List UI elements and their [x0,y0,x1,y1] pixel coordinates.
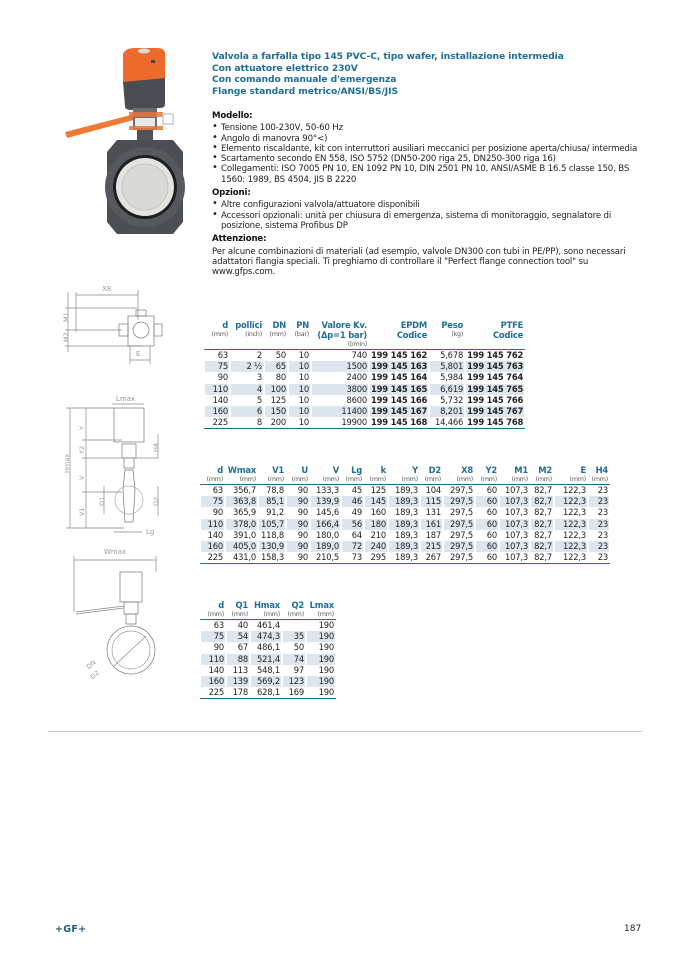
col-header: H4 (mm) [588,465,610,485]
table-cell: 82,7 [534,507,552,518]
table-cell: 225 [200,687,226,699]
valve-product-photo [65,42,205,262]
table-cell: 3 [256,372,262,383]
col-header: d (mm) [200,465,225,485]
table-row [204,395,525,406]
table-cell: 363,8 [225,496,258,507]
col-header: Y (mm) [388,465,420,485]
table-cell: 297,5 [443,496,475,507]
table-cell: 14,466 [429,417,465,429]
table-cell: 10 [298,372,309,383]
col-header: V (mm) [310,465,341,485]
table-cell: 160 [200,676,226,687]
table-cell: 11400 [311,406,369,417]
table-cell: 405,0 [225,541,258,552]
table-cell: 46 [341,496,364,507]
table-cell: 23 [588,552,610,564]
table-cell: 97 [293,664,304,675]
title-line: Con comando manuale d'emergenza [212,74,397,86]
table-cell: 125 [270,394,286,405]
col-header: d (mm) [200,600,226,620]
table-cell: 160 [200,541,225,552]
table-cell: 23 [597,507,608,518]
table-cell: 199 145 166 [371,394,428,405]
table-cell: 6 [230,406,264,417]
svg-text:V1: V1 [78,507,86,516]
table-cell: 199 145 767 [467,406,524,417]
col-header: M2 (mm) [530,465,554,485]
col-header: EPDM Codice [369,320,429,350]
options-heading: Opzioni: [212,188,251,199]
table-cell: 82,7 [534,529,552,540]
dimensions-table [200,465,610,564]
col-header: d (mm) [204,320,230,350]
table-cell: 115 [420,496,443,507]
col-header: Q2 (mm) [282,600,306,620]
description [212,111,642,277]
table-cell: 35 [282,631,306,642]
table-cell: 90 [212,507,223,518]
table-cell: 140 [207,529,223,540]
table-cell: 75 [204,361,230,372]
table-cell: 107,3 [499,496,530,507]
table-cell: 5,732 [440,394,464,405]
table-cell: 199 145 167 [371,406,428,417]
table-cell: 90 [297,485,308,495]
table-cell: 521,4 [250,654,282,665]
table-cell: 82,7 [530,541,554,552]
table-row [200,620,336,632]
table-cell: 56 [341,519,364,530]
table-cell: 187 [425,529,441,540]
svg-text:V: V [78,475,86,480]
table-cell: 8600 [346,394,367,405]
table-cell: 200 [264,417,288,429]
table-cell: 90 [297,529,308,540]
svg-text:Lg: Lg [146,528,155,536]
table-cell: 145,6 [316,507,339,518]
table-cell: 122,3 [563,529,586,540]
table-cell: 60 [486,529,497,540]
table-cell: 10 [288,361,311,372]
svg-text:D2: D2 [88,668,101,680]
table-cell: 199 145 762 [467,350,524,360]
table-cell: 105,7 [258,519,286,530]
col-header: Valore Kv. (Δp=1 bar) (l/min) [311,320,369,350]
table-cell: 297,5 [450,485,473,495]
table-cell: 63 [213,620,224,630]
table-cell: 23 [588,496,610,507]
title-line: Valvola a farfalla tipo 145 PVC-C, tipo wafer, installazione intermedia [212,51,564,62]
col-header: E (mm) [554,465,588,485]
table-cell: 23 [588,541,610,552]
list-item: • Tensione 100-230V, 50-60 Hz [212,123,642,133]
table-cell: 107,3 [505,529,528,540]
table-cell: 178 [226,687,250,699]
table-cell: 569,2 [250,676,282,687]
table-row [204,350,525,362]
table-cell: 113 [232,664,248,675]
title-line: Flange standard metrico/ANSI/BS/JIS [212,85,398,97]
table-cell: 91,2 [266,507,284,518]
table-cell: 64 [351,529,362,540]
table-cell: 189,3 [395,485,418,495]
table-cell: 60 [475,519,499,530]
order-code-table [204,320,525,429]
title-line: Con attuatore elettrico 230V [212,62,358,74]
table-cell: 8 [230,417,264,429]
table-row [204,384,525,395]
table-cell: 297,5 [443,541,475,552]
table-cell: 23 [597,485,608,495]
table-cell: 189,3 [395,529,418,540]
col-header: M1 (mm) [499,465,530,485]
table-row [200,552,610,564]
product-title [212,51,642,97]
table-cell: 365,9 [233,507,256,518]
table-cell: 190 [318,664,334,675]
table-cell: 60 [475,552,499,564]
col-header: D2 (mm) [420,465,443,485]
table-row [200,496,610,507]
table-cell: 180 [364,519,388,530]
table-cell: 5 [256,394,262,405]
table-cell: 75 [200,631,226,642]
table-cell: 23 [597,529,608,540]
table-cell: 118,8 [261,529,284,540]
table-cell: 160 [204,406,230,417]
table-cell: 131 [425,507,441,518]
table-cell: 2400 [346,372,367,383]
table-cell: 45 [351,485,362,495]
table-cell: 107,3 [505,485,528,495]
svg-text:H4: H4 [152,442,160,452]
table-cell: 740 [351,350,367,360]
table-cell: 10 [298,350,309,360]
svg-text:E: E [136,350,141,358]
table-cell: 190 [306,676,336,687]
table-row [204,361,525,372]
col-header: Lg (mm) [341,465,364,485]
table-cell: 82,7 [534,485,552,495]
table-cell: 391,0 [233,529,256,540]
table-cell: 63 [217,350,228,360]
table-cell: 161 [420,519,443,530]
table-cell: 72 [341,541,364,552]
table-cell: 8,201 [429,406,465,417]
table-cell [282,620,306,632]
table-cell: 110 [200,519,225,530]
col-header: U (mm) [286,465,310,485]
table-cell: 78,8 [266,485,284,495]
table-cell: 122,3 [554,519,588,530]
table-cell: 107,3 [505,507,528,518]
svg-text:M2: M2 [62,332,70,342]
table-cell: 1500 [311,361,369,372]
options-list [212,200,642,231]
table-cell: 19900 [311,417,369,429]
svg-text:X8: X8 [102,285,112,293]
table-cell: 210,5 [310,552,341,564]
table-cell: 190 [306,687,336,699]
table-cell: 80 [275,372,286,383]
footer-divider [48,731,642,732]
table-cell: 189,3 [388,552,420,564]
table-cell: 10 [288,417,311,429]
svg-text:Y2: Y2 [78,445,86,454]
table-cell: 378,0 [225,519,258,530]
table-cell: 110 [204,384,230,395]
list-item: • Collegamenti: ISO 7005 PN 10, EN 1092 PN 10, DIN 2501 PN 10, ANSI/ASME B 16.5 classe 150, BS 1560: 1989, BS 4504, JIS B 2220 [212,164,642,185]
table-cell: 267 [420,552,443,564]
list-item: • Elemento riscaldante, kit con interruttori ausiliari meccanici per posizione aperta/chiusa/ intermedia [212,144,642,154]
table-cell: 486,1 [257,642,280,653]
table-row [200,507,610,518]
table-cell: 199 145 765 [467,383,524,394]
table-cell: 189,3 [388,496,420,507]
table-cell: 123 [282,676,306,687]
col-header: DN (mm) [264,320,288,350]
table-cell: 107,3 [499,552,530,564]
table-cell: 125 [370,485,386,495]
table-cell: 2 [256,350,262,360]
table-cell: 10 [288,384,311,395]
table-cell: 297,5 [443,519,475,530]
front-view-drawing [62,542,172,680]
table-cell: 189,3 [388,519,420,530]
table-cell: 90 [213,642,224,653]
table-cell: 104 [425,485,441,495]
table-cell: 140 [208,664,224,675]
table-cell: 225 [200,552,225,564]
svg-text:Wmax: Wmax [104,548,127,556]
table-cell: 90 [217,372,228,383]
list-item: • Accessori opzionali: unità per chiusura di emergenza, sistema di monitoraggio, segnalatore di posizione, sistema Profibus DP [212,211,642,232]
table-row [204,417,525,429]
table-cell: 122,3 [563,507,586,518]
list-item: • Altre configurazioni valvola/attuatore disponibili [212,200,642,210]
table-cell: 23 [588,519,610,530]
col-header: Lmax (mm) [306,600,336,620]
table-cell: 82,7 [530,552,554,564]
table-cell: 199 145 163 [371,361,428,372]
table-cell: 190 [306,631,336,642]
svg-text:Hmax: Hmax [63,453,71,473]
table-cell: 60 [486,507,497,518]
col-header: Q1 (mm) [226,600,250,620]
table-cell: 189,0 [310,541,341,552]
table-row [204,372,525,383]
table-row [200,530,610,541]
table-cell: 6,619 [429,384,465,395]
svg-text:M1: M1 [62,312,70,322]
table-cell: 199 145 165 [371,383,428,394]
table-cell: 3800 [311,384,369,395]
list-item: • Angolo di manovra 90°<) [212,134,642,144]
table-cell: 461,4 [257,620,280,630]
table-cell: 122,3 [563,485,586,495]
table-cell: 63 [212,485,223,495]
col-header: Hmax (mm) [250,600,282,620]
table-cell: 215 [420,541,443,552]
table-cell: 60 [475,496,499,507]
table-cell: 158,3 [258,552,286,564]
table-cell: 2 ½ [230,361,264,372]
table-cell: 199 145 168 [371,417,428,428]
table-cell: 67 [237,642,248,653]
list-item: • Scartamento secondo EN 558, ISO 5752 (DN50-200 riga 25, DN250-300 riga 16) [212,154,642,164]
table-cell: 10 [288,406,311,417]
table-cell: 54 [226,631,250,642]
table-cell: 189,3 [395,507,418,518]
top-view-drawing [62,280,172,375]
table-cell: 628,1 [250,687,282,699]
table-cell: 100 [264,384,288,395]
table-cell: 122,3 [554,541,588,552]
page-number: 187 [624,924,642,934]
table-cell: 297,5 [443,552,475,564]
col-header: PN (bar) [288,320,311,350]
table-cell: 190 [306,654,336,665]
table-cell: 75 [200,496,225,507]
table-cell: 5,984 [440,372,464,383]
table-cell: 110 [200,654,226,665]
svg-text:Q2: Q2 [152,496,160,506]
table-cell: 90 [286,519,310,530]
table-row [200,676,336,687]
table-cell: 190 [318,620,334,630]
table-cell: 431,0 [225,552,258,564]
table-cell: 140 [212,394,228,405]
table-cell: 166,4 [310,519,341,530]
table-cell: 139,9 [310,496,341,507]
col-header: k (mm) [364,465,388,485]
table-cell: 210 [370,529,386,540]
table-cell: 297,5 [450,529,473,540]
table-cell: 199 145 768 [467,417,524,428]
table-row [204,406,525,417]
table-cell: 169 [282,687,306,699]
table-row [200,665,336,676]
col-header: Peso (kg) [429,320,465,350]
svg-text:DN: DN [84,658,98,671]
table-cell: 548,1 [257,664,280,675]
table-cell: 297,5 [450,507,473,518]
table-cell: 74 [282,654,306,665]
table-cell: 199 145 766 [467,394,524,405]
table-row [200,642,336,653]
table-cell: 356,7 [233,485,256,495]
table-cell: 133,3 [316,485,339,495]
table-cell: 122,3 [554,552,588,564]
table-cell: 180,0 [316,529,339,540]
table-cell: 130,9 [258,541,286,552]
table-cell: 474,3 [250,631,282,642]
table-cell: 5,801 [429,361,465,372]
table-cell: 139 [226,676,250,687]
table-cell: 107,3 [499,541,530,552]
col-header: Y2 (mm) [475,465,499,485]
table-cell: 107,3 [499,519,530,530]
table-cell: 199 145 162 [371,350,428,360]
table-cell: 150 [264,406,288,417]
col-header: pollici (inch) [230,320,264,350]
table-cell: 50 [293,642,304,653]
table-cell: 82,7 [530,496,554,507]
table-cell: 199 145 763 [467,361,524,372]
table-cell: 85,1 [258,496,286,507]
side-view-drawing [62,392,172,540]
table-row [200,541,610,552]
table-cell: 160 [370,507,386,518]
svg-text:Q1: Q1 [98,496,106,506]
attention-heading: Attenzione: [212,234,267,245]
col-header: V1 (mm) [258,465,286,485]
col-header: X8 (mm) [443,465,475,485]
table-cell: 50 [275,350,286,360]
col-header: Wmax (mm) [225,465,258,485]
table-cell: 40 [237,620,248,630]
table-cell: 73 [341,552,364,564]
table-cell: 60 [486,485,497,495]
table-cell: 90 [297,507,308,518]
table-cell: 90 [286,496,310,507]
table-cell: 88 [226,654,250,665]
table-cell: 4 [230,384,264,395]
svg-text:Lmax: Lmax [116,395,136,403]
table-cell: 145 [364,496,388,507]
svg-text:Y: Y [78,426,86,430]
table-cell: 5,678 [440,350,464,360]
table-cell: 190 [318,642,334,653]
model-heading: Modello: [212,111,253,121]
table-cell: 199 145 164 [371,372,428,383]
table-cell: 49 [351,507,362,518]
table-cell: 90 [286,541,310,552]
table-cell: 295 [364,552,388,564]
table-cell: 10 [298,394,309,405]
table-cell: 225 [204,417,230,429]
height-dimensions-table [200,600,336,699]
attention-text: Per alcune combinazioni di materiali (ad esempio, valvole DN300 con tubi in PE/PP), sono necessari adattatori flangia speciali. Ti preghiamo di controllare il "Perfect flange connection tool" su www.gfps.com. [212,246,626,278]
table-cell: 65 [264,361,288,372]
table-row [200,654,336,665]
table-row [200,631,336,642]
table-row [200,485,610,497]
table-row [200,519,610,530]
table-cell: 240 [364,541,388,552]
col-header: PTFE Codice [465,320,525,350]
table-cell: 199 145 764 [467,372,524,383]
table-cell: 122,3 [554,496,588,507]
model-list [212,123,642,185]
gf-logo: +GF+ [55,924,87,935]
table-cell: 90 [286,552,310,564]
table-cell: 189,3 [388,541,420,552]
table-row [200,687,336,699]
table-cell: 60 [475,541,499,552]
table-cell: 82,7 [530,519,554,530]
